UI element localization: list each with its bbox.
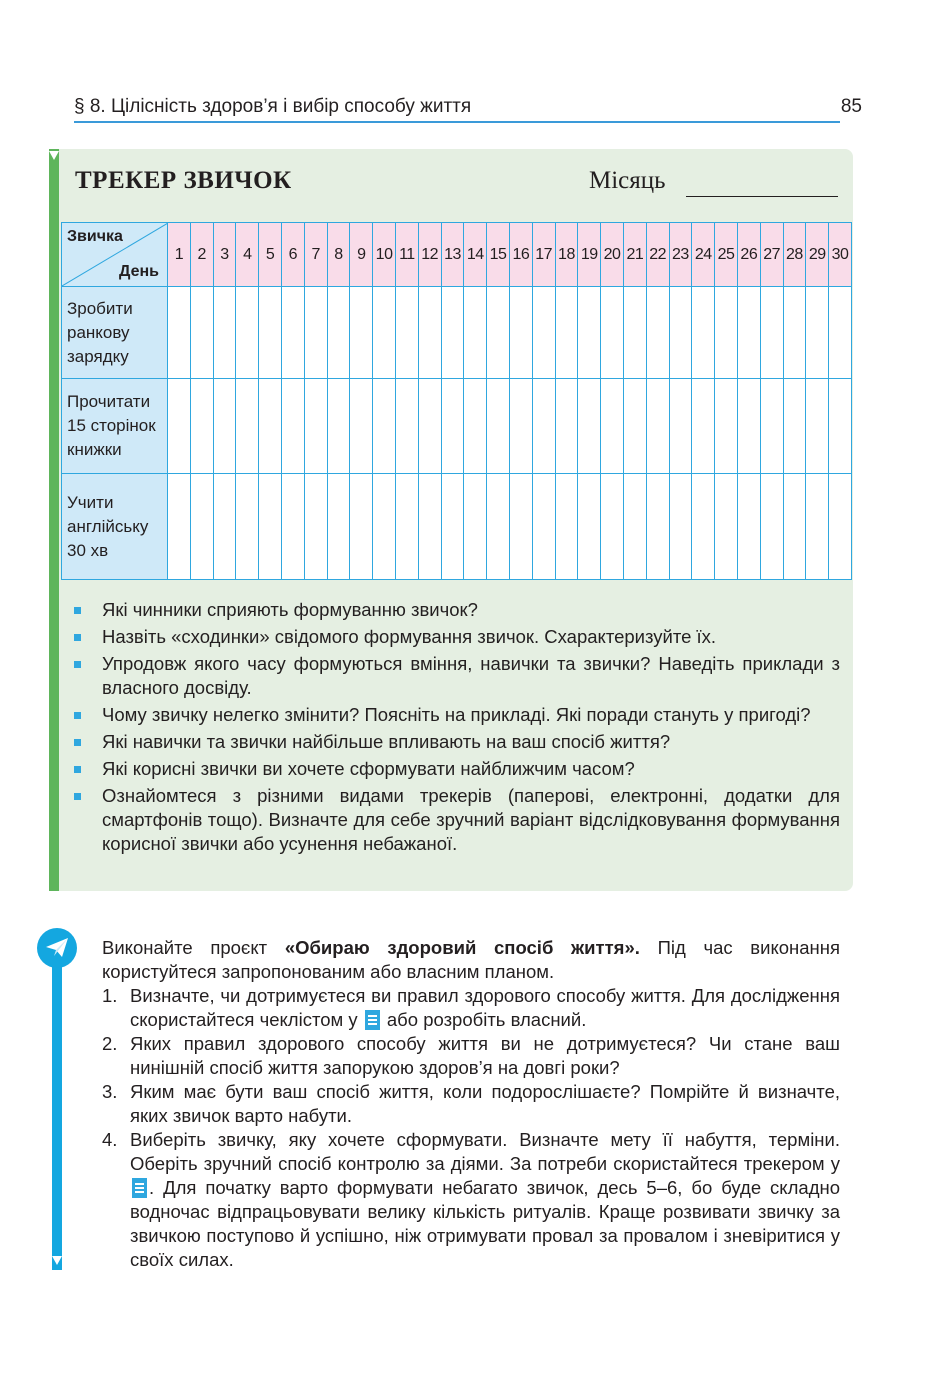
corner-cell	[62, 223, 168, 287]
tracker-cell[interactable]	[213, 379, 236, 474]
tracker-cell[interactable]	[669, 287, 692, 379]
page-header	[74, 92, 862, 122]
tracker-cell[interactable]	[236, 474, 259, 580]
tracker-cell[interactable]	[418, 379, 441, 474]
day-header-7: 7	[304, 223, 327, 287]
tracker-cell[interactable]	[259, 287, 282, 379]
tracker-cell[interactable]	[760, 287, 783, 379]
tracker-cell[interactable]	[281, 379, 304, 474]
tracker-cell[interactable]	[760, 474, 783, 580]
tracker-cell[interactable]	[532, 474, 555, 580]
day-header-2: 2	[190, 223, 213, 287]
square-bullet-icon	[74, 634, 81, 641]
question-item	[74, 598, 840, 622]
tracker-cell[interactable]	[487, 379, 510, 474]
day-header-17: 17	[532, 223, 555, 287]
tracker-cell[interactable]	[623, 379, 646, 474]
question-text: Які чинники сприяють формуванню звичок?	[102, 599, 478, 620]
project-intro	[102, 936, 840, 984]
square-bullet-icon	[74, 766, 81, 773]
tracker-cell[interactable]	[236, 287, 259, 379]
day-header-19: 19	[578, 223, 601, 287]
question-text: Чому звичку нелегко змінити? Поясніть на прикладі. Які поради стануть у пригоді?	[102, 704, 811, 725]
question-item	[74, 730, 840, 754]
paper-plane-icon	[45, 937, 69, 959]
tracker-cell[interactable]	[806, 287, 829, 379]
month-label: Місяць	[589, 167, 666, 194]
tracker-cell[interactable]	[783, 474, 806, 580]
tracker-cell[interactable]	[259, 474, 282, 580]
tracker-cell[interactable]	[623, 287, 646, 379]
tracker-cell[interactable]	[829, 287, 852, 379]
day-header-21: 21	[623, 223, 646, 287]
habit-label: Прочитати 15 сторінок книжки	[62, 379, 168, 474]
tracker-cell[interactable]	[532, 287, 555, 379]
step-text: Яких правил здорового способу життя ви не дотримуєтеся? Чи стане ваш нинішній спосіб життя запорукою здоров’я на довгі роки?	[130, 1033, 840, 1078]
square-bullet-icon	[74, 793, 81, 800]
tracker-cell[interactable]	[692, 474, 715, 580]
square-bullet-icon	[74, 712, 81, 719]
project-section	[102, 936, 840, 1272]
question-item	[74, 784, 840, 856]
question-text: Назвіть «сходинки» свідомого формування звичок. Схарактеризуйте їх.	[102, 626, 717, 647]
day-header-22: 22	[646, 223, 669, 287]
tracker-cell[interactable]	[213, 474, 236, 580]
tracker-cell[interactable]	[395, 287, 418, 379]
day-header-25: 25	[715, 223, 738, 287]
tracker-cell[interactable]	[373, 287, 396, 379]
habit-row	[62, 287, 852, 379]
checklist-icon[interactable]	[132, 1178, 147, 1198]
tracker-cell[interactable]	[304, 474, 327, 580]
project-step	[102, 1080, 840, 1128]
day-header-1: 1	[168, 223, 191, 287]
day-header-24: 24	[692, 223, 715, 287]
tracker-cell[interactable]	[327, 379, 350, 474]
tracker-cell[interactable]	[601, 474, 624, 580]
tracker-cell[interactable]	[418, 287, 441, 379]
tracker-cell[interactable]	[464, 379, 487, 474]
tracker-cell[interactable]	[669, 474, 692, 580]
header-rule	[74, 121, 840, 123]
project-step	[102, 1128, 840, 1272]
project-bar	[52, 930, 62, 1270]
tracker-cell[interactable]	[555, 379, 578, 474]
day-header-18: 18	[555, 223, 578, 287]
tracker-cell[interactable]	[168, 287, 191, 379]
step-text: Яким має бути ваш спосіб життя, коли подорослішаєте? Помрійте й визначте, яких звичок варто набути.	[130, 1081, 840, 1126]
intro-text-end: Під час виконання користуйтеся запропонованим або власним планом.	[102, 937, 840, 982]
step-number: 3.	[102, 1081, 118, 1102]
stripe-arrow-icon	[49, 151, 59, 160]
habit-row	[62, 379, 852, 474]
tracker-cell[interactable]	[259, 379, 282, 474]
project-steps	[102, 984, 840, 1272]
tracker-cell[interactable]	[601, 379, 624, 474]
month-blank-line[interactable]	[686, 196, 838, 197]
day-header-23: 23	[669, 223, 692, 287]
square-bullet-icon	[74, 739, 81, 746]
step-text-end: або розробіть власний.	[381, 1009, 587, 1030]
day-header-13: 13	[441, 223, 464, 287]
tracker-cell[interactable]	[395, 474, 418, 580]
habit-label: Зробити ранкову зарядку	[62, 287, 168, 379]
tracker-cell[interactable]	[715, 379, 738, 474]
question-text: Упродовж якого часу формуються вміння, навички та звички? Наведіть приклади з власного досвіду.	[102, 653, 840, 698]
day-header-4: 4	[236, 223, 259, 287]
project-name: «Обираю здоровий спосіб життя».	[284, 937, 640, 958]
tracker-cell[interactable]	[464, 287, 487, 379]
tracker-cell[interactable]	[806, 379, 829, 474]
tracker-cell[interactable]	[373, 474, 396, 580]
tracker-cell[interactable]	[760, 379, 783, 474]
tracker-cell[interactable]	[281, 287, 304, 379]
tracker-cell[interactable]	[532, 379, 555, 474]
habit-row	[62, 474, 852, 580]
tracker-cell[interactable]	[509, 474, 532, 580]
tracker-cell[interactable]	[806, 474, 829, 580]
tracker-cell[interactable]	[601, 287, 624, 379]
tracker-cell[interactable]	[555, 287, 578, 379]
day-header-3: 3	[213, 223, 236, 287]
tracker-cell[interactable]	[281, 474, 304, 580]
question-item	[74, 757, 840, 781]
question-list	[74, 598, 840, 859]
tracker-table	[61, 222, 852, 580]
square-bullet-icon	[74, 661, 81, 668]
tracker-cell[interactable]	[737, 379, 760, 474]
tracker-cell[interactable]	[578, 287, 601, 379]
tracker-cell[interactable]	[190, 287, 213, 379]
tracker-cell[interactable]	[829, 474, 852, 580]
question-item	[74, 625, 840, 649]
tracker-cell[interactable]	[829, 379, 852, 474]
tracker-cell[interactable]	[737, 287, 760, 379]
project-badge	[37, 928, 77, 968]
tracker-cell[interactable]	[168, 474, 191, 580]
question-item	[74, 652, 840, 700]
tracker-cell[interactable]	[487, 287, 510, 379]
tracker-cell[interactable]	[555, 474, 578, 580]
step-text-end: . Для початку варто формувати небагато звичок, десь 5–6, бо буде складно водночас відпрацьовувати велику кількість ритуалів. Краще розвивати звичку за звичкою поступово й успішно, ніж отримувати провал за провалом і зневіритися у своїх силах.	[130, 1177, 840, 1270]
tracker-cell[interactable]	[715, 474, 738, 580]
day-header-30: 30	[829, 223, 852, 287]
day-header-row	[62, 223, 852, 287]
day-header-26: 26	[737, 223, 760, 287]
tracker-cell[interactable]	[783, 379, 806, 474]
corner-habit-label: Звичка	[67, 228, 123, 245]
checklist-icon[interactable]	[365, 1010, 380, 1030]
day-header-27: 27	[760, 223, 783, 287]
tracker-cell[interactable]	[190, 474, 213, 580]
tracker-cell[interactable]	[669, 379, 692, 474]
tracker-cell[interactable]	[487, 474, 510, 580]
question-text: Які корисні звички ви хочете сформувати найближчим часом?	[102, 758, 635, 779]
tracker-cell[interactable]	[441, 379, 464, 474]
day-header-10: 10	[373, 223, 396, 287]
tracker-cell[interactable]	[737, 474, 760, 580]
tracker-cell[interactable]	[327, 287, 350, 379]
square-bullet-icon	[74, 607, 81, 614]
question-item	[74, 703, 840, 727]
section-title: § 8. Цілісність здоров’я і вибір способу життя	[74, 96, 472, 117]
step-number: 2.	[102, 1033, 118, 1054]
bar-end-arrow-icon	[52, 1256, 62, 1265]
tracker-cell[interactable]	[304, 287, 327, 379]
day-header-9: 9	[350, 223, 373, 287]
tracker-cell[interactable]	[578, 379, 601, 474]
tracker-cell[interactable]	[783, 287, 806, 379]
panel-stripe	[49, 149, 59, 891]
day-header-20: 20	[601, 223, 624, 287]
tracker-cell[interactable]	[373, 379, 396, 474]
day-header-16: 16	[509, 223, 532, 287]
day-header-14: 14	[464, 223, 487, 287]
tracker-cell[interactable]	[304, 379, 327, 474]
project-step	[102, 984, 840, 1032]
day-header-29: 29	[806, 223, 829, 287]
tracker-cell[interactable]	[236, 379, 259, 474]
tracker-cell[interactable]	[509, 287, 532, 379]
day-header-6: 6	[281, 223, 304, 287]
tracker-cell[interactable]	[213, 287, 236, 379]
tracker-cell[interactable]	[623, 474, 646, 580]
tracker-title: ТРЕКЕР ЗВИЧОК	[75, 167, 292, 194]
tracker-cell[interactable]	[350, 474, 373, 580]
intro-text-start: Виконайте проєкт	[102, 937, 285, 958]
tracker-cell[interactable]	[418, 474, 441, 580]
tracker-cell[interactable]	[578, 474, 601, 580]
question-text: Які навички та звички найбільше впливають на ваш спосіб життя?	[102, 731, 671, 752]
step-number: 1.	[102, 985, 118, 1006]
tracker-cell[interactable]	[646, 379, 669, 474]
day-header-5: 5	[259, 223, 282, 287]
step-text: Виберіть звичку, яку хочете сформувати. Визначте мету її набуття, терміни. Оберіть зручний спосіб контролю за діями. За потреби скористайтеся трекером у	[130, 1129, 840, 1174]
page-number: 85	[840, 96, 862, 117]
tracker-cell[interactable]	[327, 474, 350, 580]
question-text: Ознайомтеся з різними видами трекерів (паперові, електронні, додатки для смартфонів тощо). Визначте для себе зручний варіант відслідковування формування корисної звички або усунення небажаної.	[102, 785, 840, 854]
tracker-cell[interactable]	[395, 379, 418, 474]
step-text: Визначте, чи дотримуєтеся ви правил здорового способу життя. Для дослідження скористайтеся чеклістом у	[130, 985, 840, 1030]
day-header-12: 12	[418, 223, 441, 287]
day-header-11: 11	[395, 223, 418, 287]
tracker-cell[interactable]	[350, 379, 373, 474]
tracker-cell[interactable]	[464, 474, 487, 580]
day-header-8: 8	[327, 223, 350, 287]
tracker-cell[interactable]	[441, 474, 464, 580]
habit-label: Учити англійську 30 хв	[62, 474, 168, 580]
tracker-cell[interactable]	[692, 379, 715, 474]
tracker-cell[interactable]	[441, 287, 464, 379]
tracker-cell[interactable]	[509, 379, 532, 474]
tracker-cell[interactable]	[715, 287, 738, 379]
day-header-15: 15	[487, 223, 510, 287]
day-header-28: 28	[783, 223, 806, 287]
tracker-cell[interactable]	[646, 474, 669, 580]
project-step	[102, 1032, 840, 1080]
tracker-cell[interactable]	[168, 379, 191, 474]
corner-day-label: День	[119, 263, 159, 280]
tracker-cell[interactable]	[190, 379, 213, 474]
tracker-cell[interactable]	[692, 287, 715, 379]
tracker-cell[interactable]	[646, 287, 669, 379]
tracker-cell[interactable]	[350, 287, 373, 379]
step-number: 4.	[102, 1129, 118, 1150]
